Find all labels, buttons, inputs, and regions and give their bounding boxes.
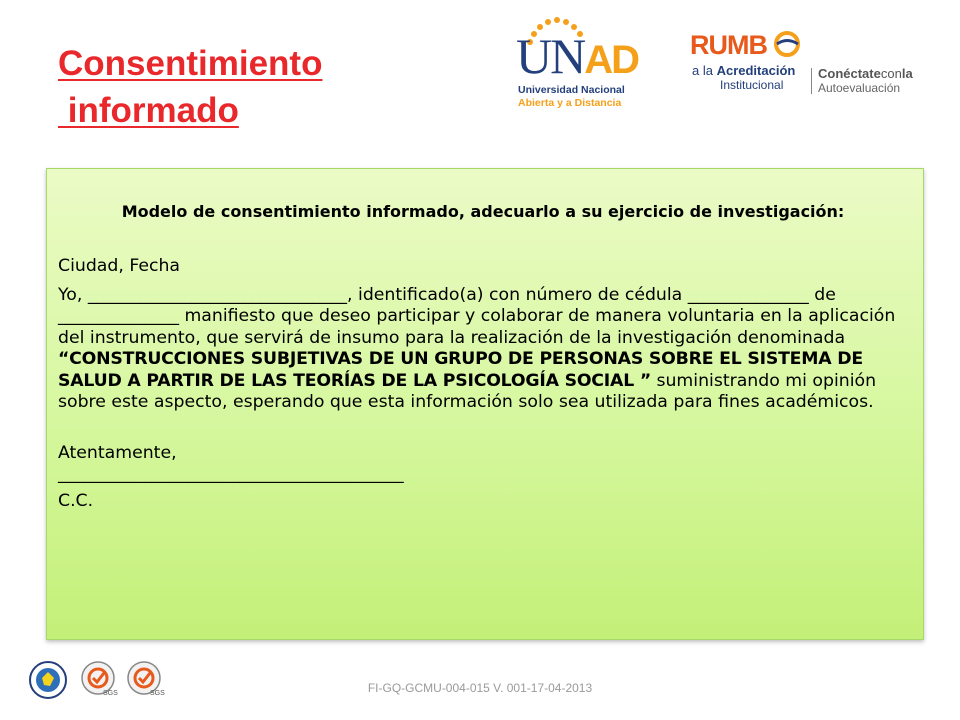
unad-logo <box>512 14 642 110</box>
id-label: C.C. <box>58 490 94 511</box>
consent-body: Yo, ______________________________, identificado(a) con número de cédula ______________ de ______________ manifiesto que deseo participar y colaborar de manera voluntaria en la aplicación del instrumento, que servirá de insumo para la realización de la investigación denominada “CONSTRUCCIONES SUBJETIVAS DE UN GRUPO DE PERSONAS SOBRE EL SISTEMA DE SALUD A PARTIR DE LAS TEORÍAS DE LA PSICOLOGÍA SOCIAL ” suministrando mi opinión sobre este aspecto, esperando que esta información solo sea utilizada para fines académicos. <box>58 284 896 412</box>
document-code: FI-GQ-GCMU-004-015 V. 001-17-04-2013 <box>367 681 593 695</box>
rumbo-globe-icon <box>774 31 802 57</box>
signature-line: ________________________________________ <box>58 464 404 484</box>
rumbo-divider <box>811 68 812 94</box>
closing: Atentamente, <box>58 442 177 463</box>
unad-wordmark: UNAD <box>516 28 638 84</box>
unad-subtitle-1: Universidad Nacional <box>518 84 625 96</box>
rumbo-line-2: Institucional <box>720 78 784 92</box>
sgs-label: SGS <box>150 690 165 697</box>
rumbo-line-1: a la Acreditación <box>692 63 796 78</box>
unad-subtitle-2: Abierta y a Distancia <box>518 97 622 109</box>
consent-heading: Modelo de consentimiento informado, adecuarlo a su ejercicio de investigación: <box>121 202 845 221</box>
rumbo-right-line-2: Autoevaluación <box>818 81 901 95</box>
title-line-2: informado <box>58 91 239 130</box>
rumbo-wordmark: RUMB <box>690 30 802 60</box>
sgs-label: SGS <box>103 690 118 697</box>
consent-content <box>58 200 908 512</box>
rumbo-logo <box>690 30 930 100</box>
city-date: Ciudad, Fecha <box>58 256 181 276</box>
page-title <box>58 40 322 134</box>
rumbo-right-line-1: Conéctateconla <box>818 66 913 81</box>
title-line-1: Consentimiento <box>58 44 323 83</box>
